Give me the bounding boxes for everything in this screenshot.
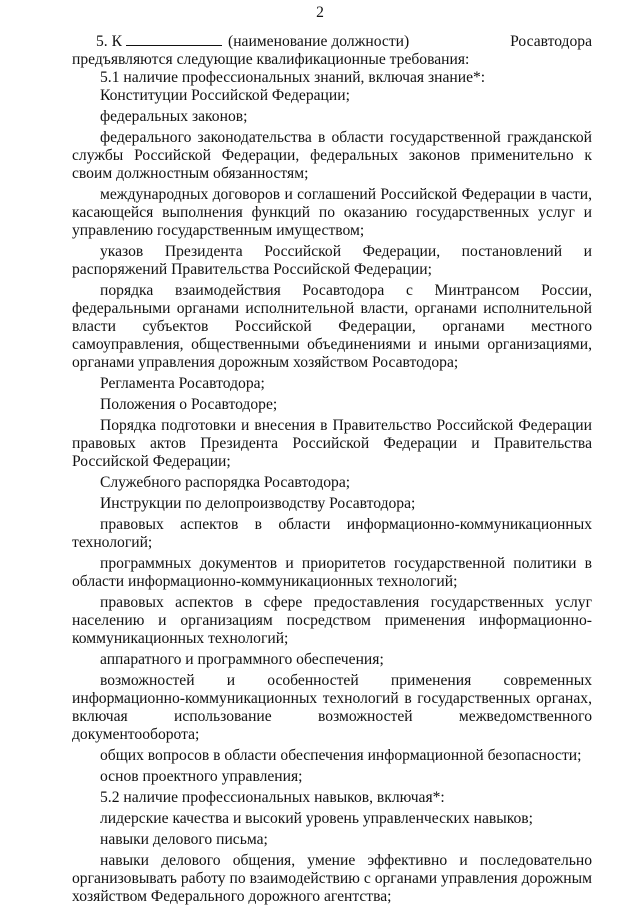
section-heading: 5.2 наличие профессиональных навыков, включая*: xyxy=(100,789,445,806)
list-item: порядка взаимодействия Росавтодора с Минтрансом России, федеральными органами исполнительной власти, органами исполнительной власти субъектов Российской Федерации, органами местного самоуправления, общественными объединениями и иными организациями, органами управления дорожным хозяйством Росавтодора; xyxy=(72,282,592,371)
section-heading: 5.1 наличие профессиональных знаний, включая знание*: xyxy=(100,69,486,86)
organization-name: Росавтодора xyxy=(510,33,592,50)
list-item: навыки делового письма; xyxy=(100,831,268,848)
list-item: Конституции Российской Федерации; xyxy=(100,87,350,104)
list-item: федерального законодательства в области государственной гражданской службы Российской Федерации, федеральных законов применительно к своим должностным обязанностям; xyxy=(72,129,592,182)
list-item: федеральных законов; xyxy=(100,108,248,125)
list-item: аппаратного и программного обеспечения; xyxy=(100,651,384,668)
list-item: Положения о Росавтодоре; xyxy=(100,396,278,413)
list-item: указов Президента Российской Федерации, постановлений и распоряжений Правительства Российской Федерации; xyxy=(72,243,592,278)
section-number: 5. К xyxy=(96,33,122,50)
section-knowledge xyxy=(72,69,592,786)
list-item: возможностей и особенностей применения современных информационно-коммуникационных технологий в государственных органах, включая использование возможностей межведомственного документооборота; xyxy=(72,672,592,743)
section-skills xyxy=(72,789,592,906)
position-placeholder: (наименование должности) xyxy=(228,33,410,50)
position-blank-line xyxy=(126,33,222,46)
list-item: программных документов и приоритетов государственной политики в области информационно-коммуникационных технологий; xyxy=(72,555,592,590)
list-item: лидерские качества и высокий уровень управленческих навыков; xyxy=(100,810,533,827)
list-item: основ проектного управления; xyxy=(100,768,303,785)
page-number: 2 xyxy=(316,4,324,21)
list-item: Служебного распорядка Росавтодора; xyxy=(100,474,351,491)
list-item: навыки делового общения, умение эффективно и последовательно организовывать работу по взаимодействию с органами управления дорожным хозяйством Федерального дорожного агентства; xyxy=(72,852,592,905)
requirements-header xyxy=(72,33,592,51)
list-item: Порядка подготовки и внесения в Правительство Российской Федерации правовых актов Президента Российской Федерации и Правительства Российской Федерации; xyxy=(72,417,592,470)
list-item: Регламента Росавтодора; xyxy=(100,375,265,392)
list-item: правовых аспектов в сфере предоставления государственных услуг населению и организациям посредством применения информационно-коммуникационных технологий; xyxy=(72,594,592,647)
list-item: общих вопросов в области обеспечения информационной безопасности; xyxy=(100,747,582,764)
list-item: международных договоров и соглашений Российской Федерации в части, касающейся выполнения функций по оказанию государственных услуг и управлению государственным имуществом; xyxy=(72,186,592,239)
header-continuation: предъявляются следующие квалификационные требования: xyxy=(72,51,470,68)
list-item: правовых аспектов в области информационно-коммуникационных технологий; xyxy=(72,516,592,551)
list-item: Инструкции по делопроизводству Росавтодора; xyxy=(100,495,416,512)
